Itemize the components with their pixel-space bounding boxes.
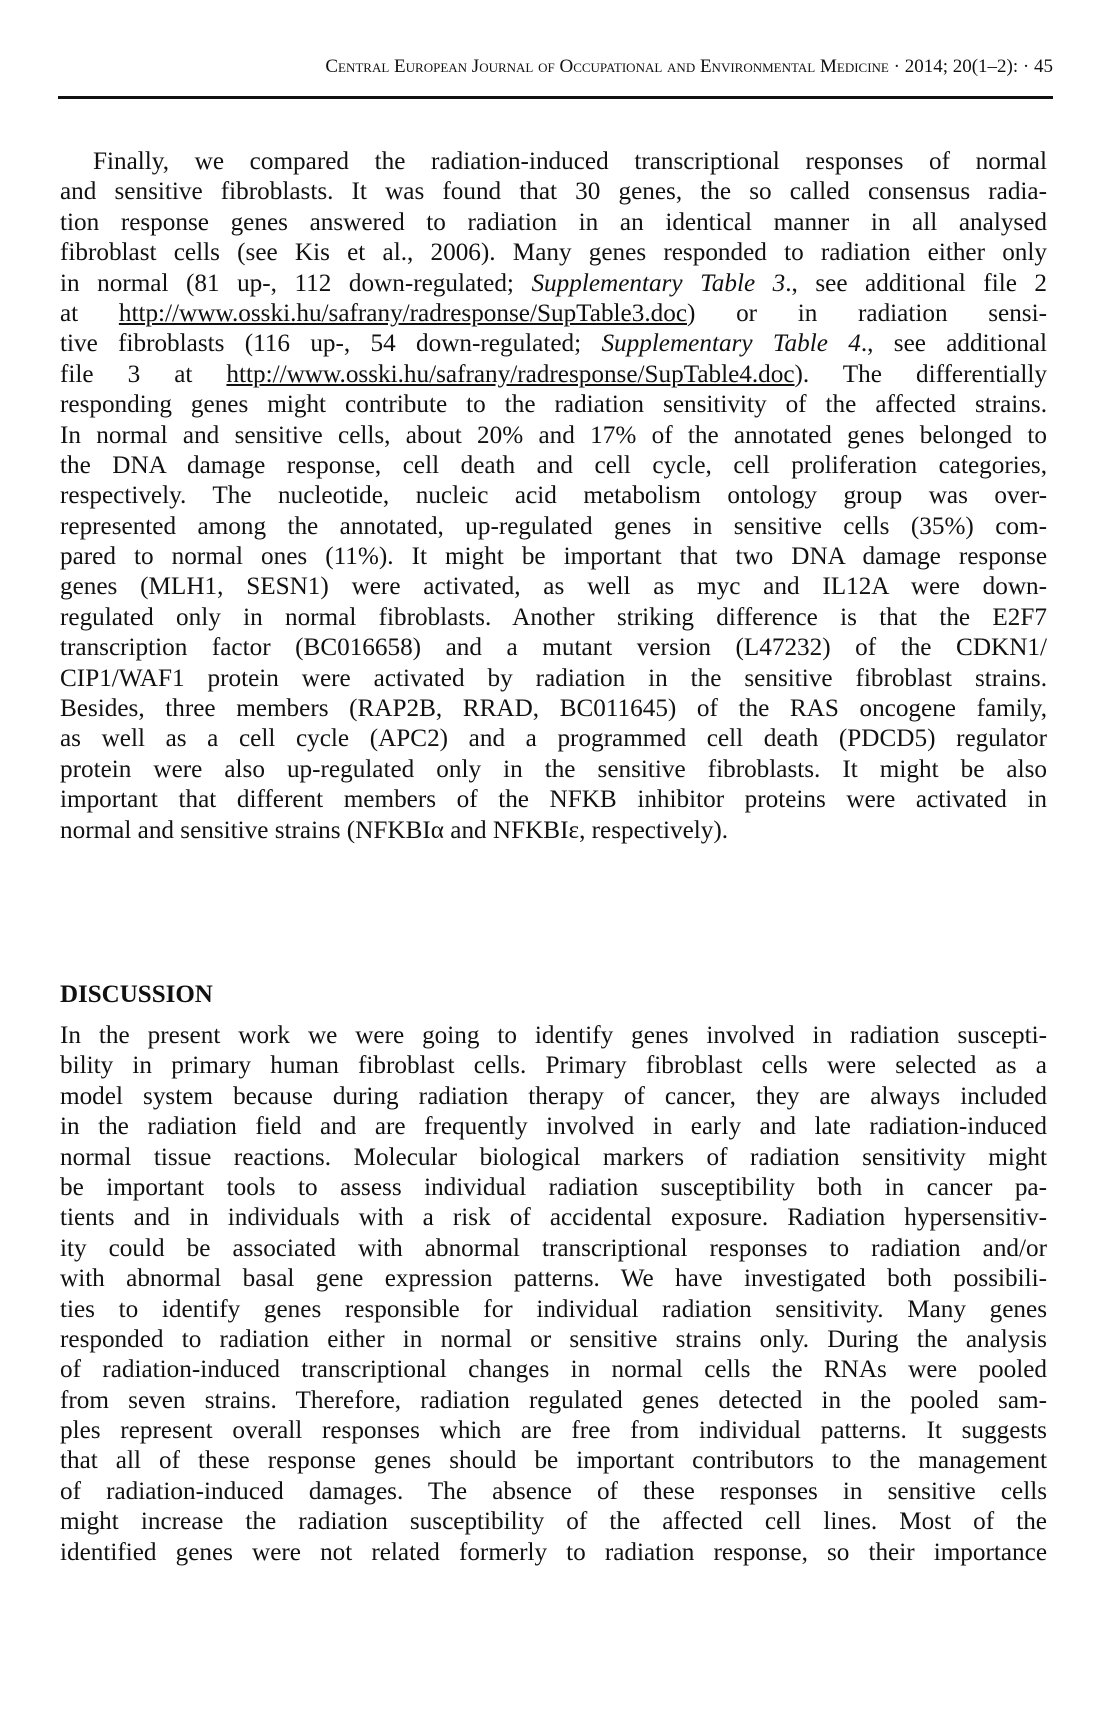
text-line: that all of these response genes should be important contributors to the management — [60, 1447, 1047, 1475]
text-line: transcription factor (BC016658) and a mutant version (L47232) of the CDKN1/ — [60, 634, 1047, 662]
text-line: of radiation-induced transcriptional changes in normal cells the RNAs were pooled — [60, 1356, 1047, 1384]
text-line: protein were also up-regulated only in the sensitive fibroblasts. It might be also — [60, 755, 1047, 783]
journal-title: Central European Journal of Occupational and Environmental Medicine — [325, 56, 889, 77]
text-line — [60, 269, 1047, 299]
discussion-paragraph — [60, 1021, 1047, 1568]
supplementary-table-4-ref: Supplementary Table 4 — [601, 330, 861, 358]
text-line: the DNA damage response, cell death and cell cycle, cell proliferation categories, — [60, 451, 1047, 479]
text-line: genes (MLH1, SESN1) were activated, as well as myc and IL12A were down- — [60, 573, 1047, 601]
text-line: ity could be associated with abnormal transcriptional responses to radiation and/or — [60, 1234, 1047, 1262]
text-line: tients and in individuals with a risk of accidental exposure. Radiation hypersensitiv- — [60, 1204, 1047, 1232]
text-fragment: ., see additional file 2 — [785, 269, 1047, 297]
text-line: responding genes might contribute to the radiation sensitivity of the affected strains. — [60, 391, 1047, 419]
text-line: Besides, three members (RAP2B, RRAD, BC011645) of the RAS oncogene family, — [60, 695, 1047, 723]
text-line: model system because during radiation therapy of cancer, they are always included — [60, 1082, 1047, 1110]
text-fragment: file 3 at — [60, 360, 227, 388]
header-rule — [58, 96, 1053, 99]
text-line — [60, 329, 1047, 359]
text-fragment: tive fibroblasts (116 up-, 54 down-regulated; — [60, 330, 602, 358]
text-fragment: ., see additional — [860, 330, 1047, 358]
text-line: and sensitive fibroblasts. It was found that 30 genes, the so called consensus radia- — [60, 178, 1047, 206]
text-line: as well as a cell cycle (APC2) and a programmed cell death (PDCD5) regulator — [60, 725, 1047, 753]
sup-table-3-link[interactable]: http://www.osski.hu/safrany/radresponse/SupTable3.doc — [118, 299, 687, 327]
text-line: normal and sensitive strains (NFKBIα and NFKBIε, respectively). — [60, 816, 729, 844]
text-line: pared to normal ones (11%). It might be important that two DNA damage response — [60, 543, 1047, 571]
text-fragment: ). The differentially — [794, 360, 1048, 388]
text-line: important that different members of the NFKB inhibitor proteins were activated in — [60, 786, 1047, 814]
text-line: normal tissue reactions. Molecular biological markers of radiation sensitivity might — [60, 1143, 1047, 1171]
citation: · 2014; 20(1–2): · 45 — [888, 56, 1053, 77]
text-line: In the present work we were going to identify genes involved in radiation suscepti- — [60, 1022, 1047, 1049]
text-line: from seven strains. Therefore, radiation regulated genes detected in the pooled sam- — [60, 1386, 1047, 1414]
results-paragraph — [60, 147, 1047, 846]
text-line: respectively. The nucleotide, nucleic acid metabolism ontology group was over- — [60, 482, 1047, 510]
text-line: in the radiation field and are frequently involved in early and late radiation-induced — [60, 1113, 1047, 1141]
text-line: tion response genes answered to radiation in an identical manner in all analysed — [60, 208, 1047, 236]
text-line: fibroblast cells (see Kis et al., 2006). Many genes responded to radiation either only — [60, 239, 1047, 267]
text-line: ples represent overall responses which are free from individual patterns. It suggests — [60, 1417, 1047, 1445]
text-line: CIP1/WAF1 protein were activated by radiation in the sensitive fibroblast strains. — [60, 664, 1047, 692]
text-fragment: at — [60, 299, 119, 327]
text-fragment: ) or in radiation sensi- — [687, 299, 1047, 327]
text-line: of radiation-induced damages. The absence of these responses in sensitive cells — [60, 1477, 1047, 1505]
text-line — [60, 360, 1047, 390]
text-line: identified genes were not related formerly to radiation response, so their importance — [60, 1538, 1047, 1566]
text-line: be important tools to assess individual radiation susceptibility both in cancer pa- — [60, 1173, 1047, 1201]
supplementary-table-3-ref: Supplementary Table 3 — [531, 269, 786, 297]
text-fragment: in normal (81 up-, 112 down-regulated; — [60, 269, 532, 297]
text-line: Finally, we compared the radiation-induced transcriptional responses of normal — [93, 148, 1047, 175]
text-line: regulated only in normal fibroblasts. Another striking difference is that the E2F7 — [60, 603, 1047, 631]
text-line: In normal and sensitive cells, about 20% and 17% of the annotated genes belonged to — [60, 421, 1047, 449]
text-line: bility in primary human fibroblast cells. Primary fibroblast cells were selected as a — [60, 1052, 1047, 1080]
sup-table-4-link[interactable]: http://www.osski.hu/safrany/radresponse/SupTable4.doc — [226, 360, 795, 388]
text-line: with abnormal basal gene expression patterns. We have investigated both possibili- — [60, 1265, 1047, 1293]
section-heading-discussion: DISCUSSION — [60, 981, 213, 1008]
running-header — [60, 56, 1053, 78]
text-line: responded to radiation either in normal or sensitive strains only. During the analysis — [60, 1325, 1047, 1353]
text-line: might increase the radiation susceptibility of the affected cell lines. Most of the — [60, 1508, 1047, 1536]
text-line: ties to identify genes responsible for individual radiation sensitivity. Many genes — [60, 1295, 1047, 1323]
text-line: represented among the annotated, up-regulated genes in sensitive cells (35%) com- — [60, 512, 1047, 540]
text-line — [60, 299, 1047, 329]
